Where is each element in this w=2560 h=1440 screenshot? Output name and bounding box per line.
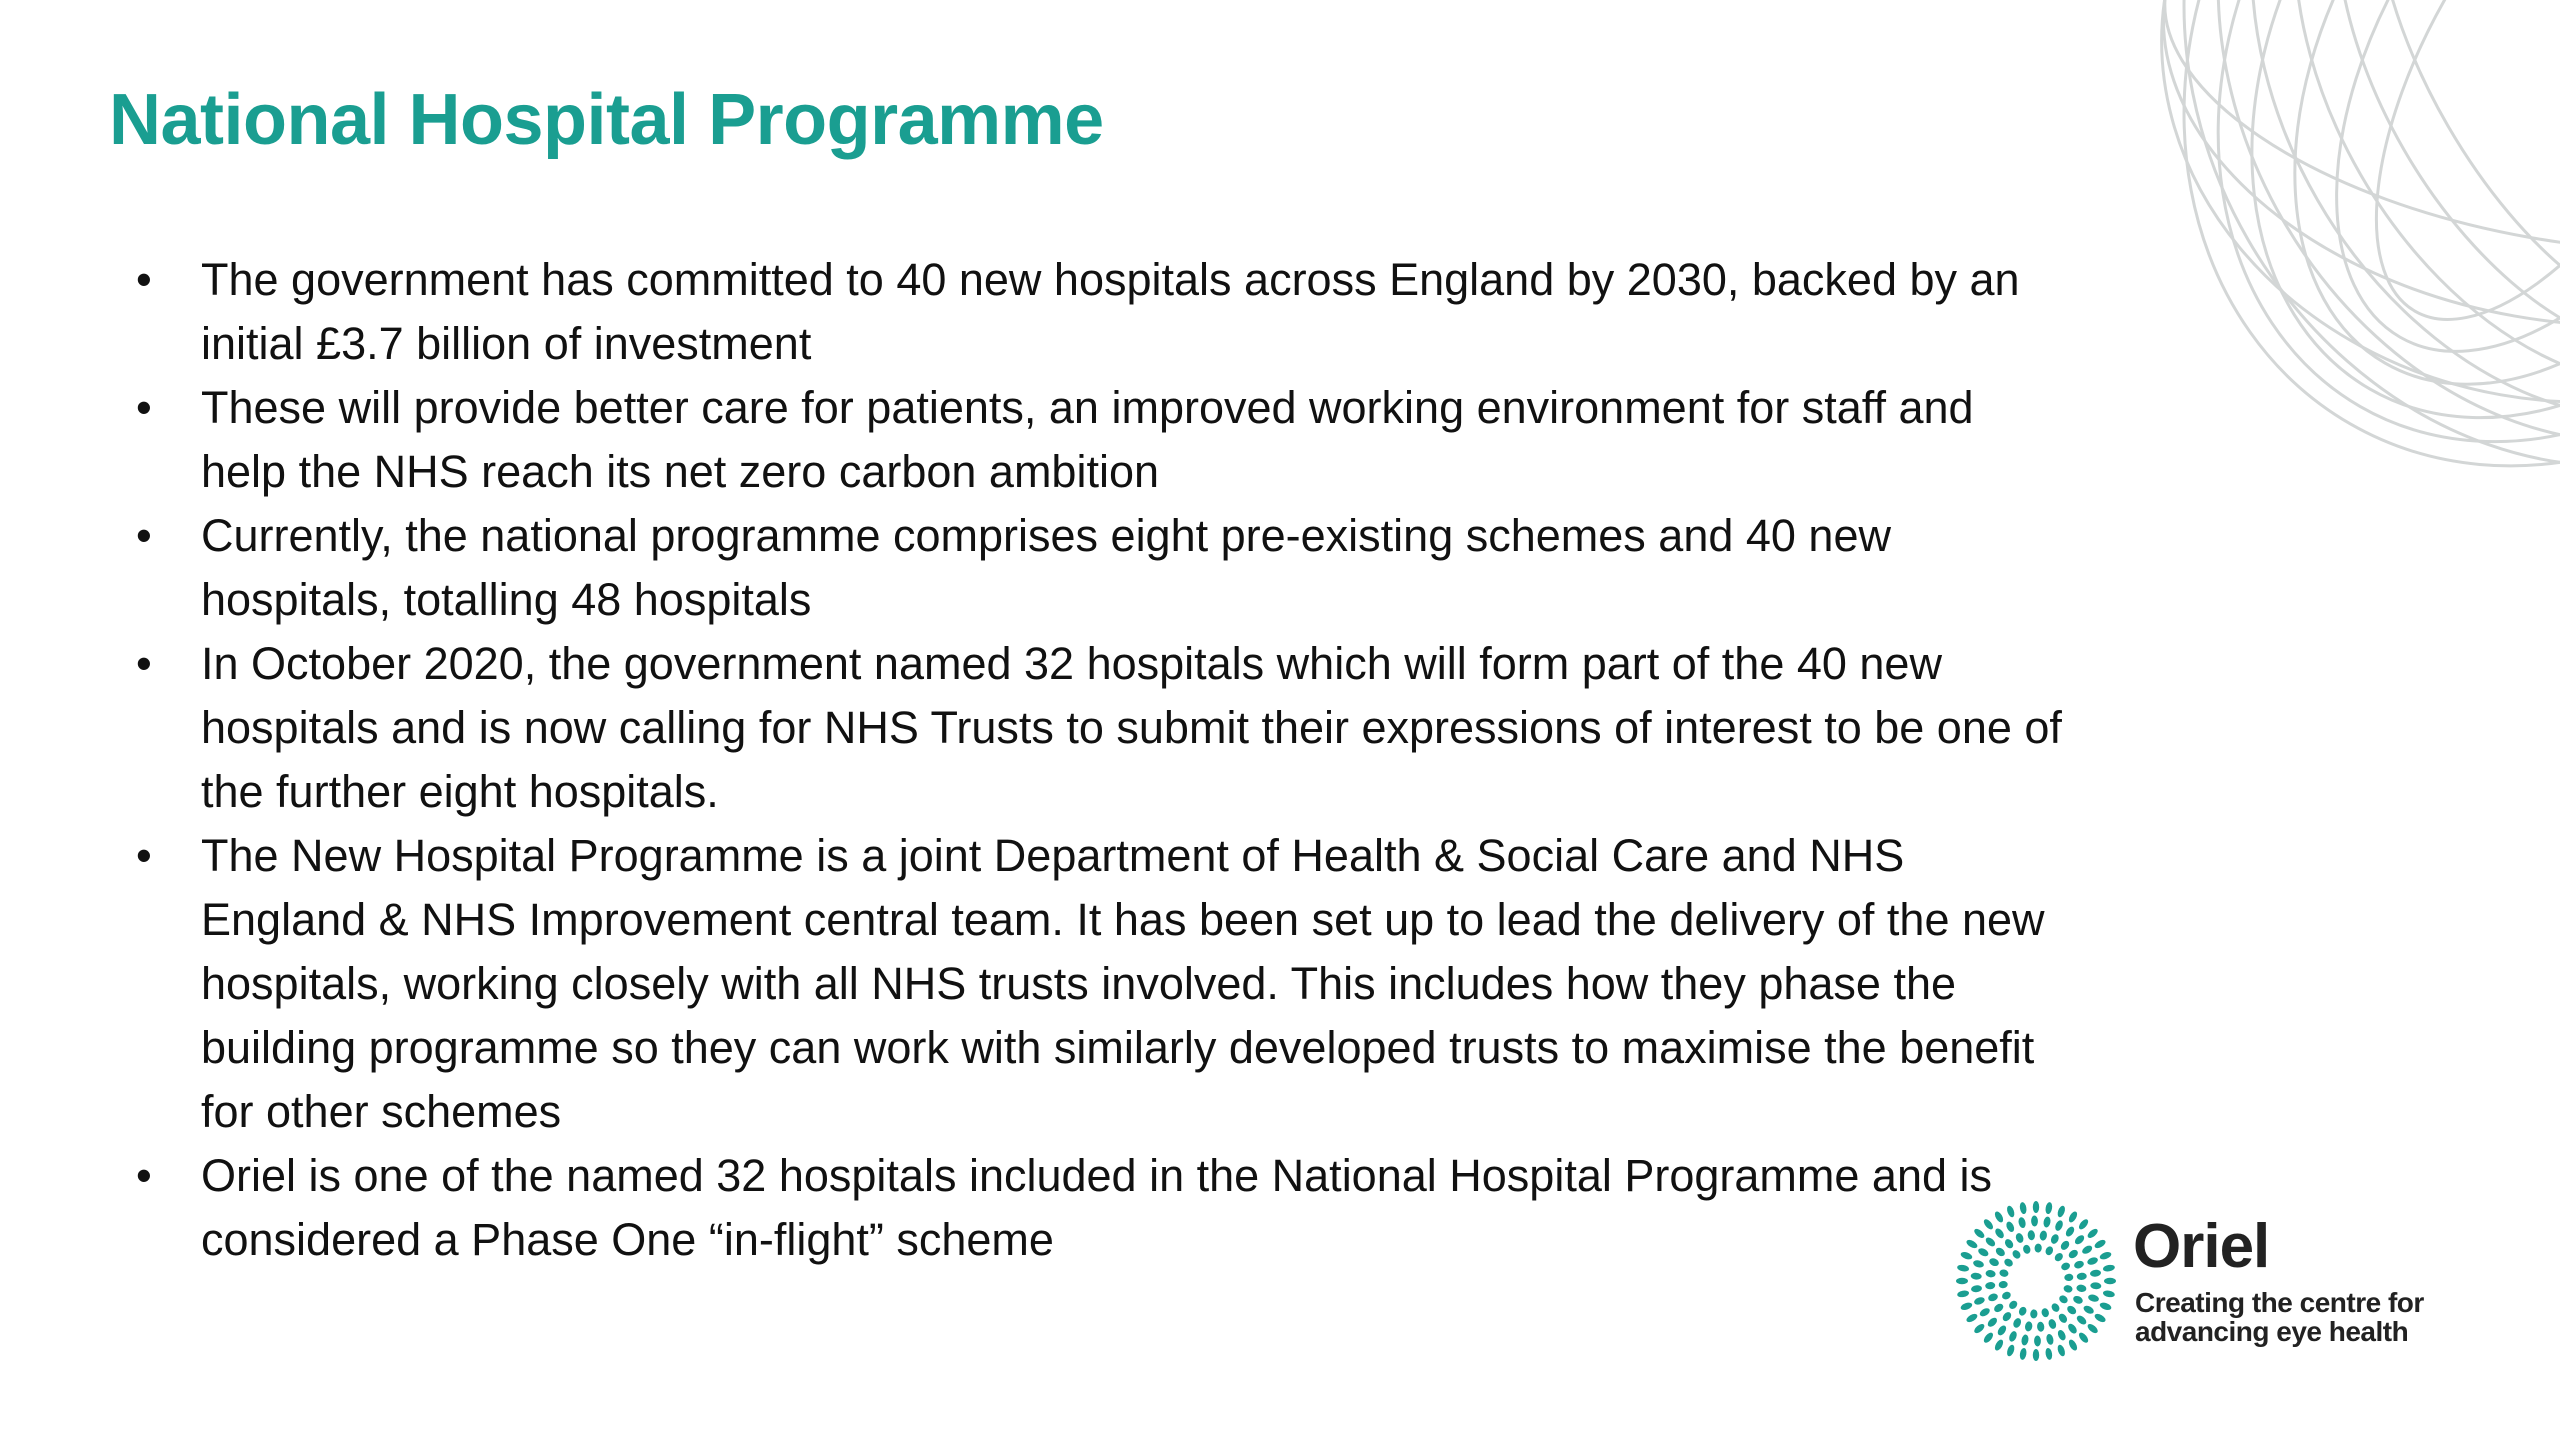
logo-mark-dot [2057,1312,2069,1324]
logo-mark-dot [2045,1333,2054,1345]
bullet-symbol: • [136,254,152,305]
logo-mark-dot [1999,1269,2009,1278]
logo-mark-dot [1988,1257,2000,1268]
logo-mark-dot [2059,1239,2071,1251]
logo-mark-dot [2034,1335,2041,1346]
logo-mark-dot [2064,1273,2074,1281]
bullet-text: The New Hospital Programme is a joint Department of Health & Social Care and NHS England & NHS Improvement central team. It has been set up to lead the delivery of the new hospitals, working closely with all NHS trusts involved. This includes how they phase the building programme so they can work with similarly developed trusts to maximise the benefit for other schemes [201,830,2045,1137]
logo-mark-dot [2086,1227,2099,1240]
logo-mark-dot [2003,1257,2014,1268]
logo-mark-dot [1973,1296,1986,1306]
logo-mark-dot [2003,1238,2015,1250]
radial-dot-eye-logo-icon [1955,1200,2117,1362]
logo-mark-dot [1957,1290,1970,1298]
logo-mark-dot [2017,1217,2026,1229]
logo-mark-dot [2067,1210,2079,1224]
logo-mark-dot [1956,1278,1968,1284]
slide-title: National Hospital Programme [109,80,1104,160]
logo-mark-dot [2073,1259,2085,1269]
bullet-item [136,504,2066,632]
logo-mark-dot [1957,1264,1970,1272]
logo-mark-dot [2054,1219,2065,1232]
logo-mark-dot [2086,1322,2099,1335]
logo-mark-dot [1993,1302,2005,1314]
wireframe-sphere-graphic-icon [2000,0,2560,560]
logo-mark-dot [2027,1230,2035,1241]
logo-mark-dot [1982,1218,1995,1231]
logo-mark-dot [1960,1251,1973,1261]
logo-mark-dot [2090,1282,2102,1290]
logo-mark-dot [1965,1312,1979,1324]
logo-mark-dot [1993,1210,2005,1224]
logo-mark-dot [1987,1292,1999,1302]
logo-mark-dot [2030,1309,2038,1318]
logo-mark-dot [2058,1294,2069,1305]
logo-mark-dot [2044,1245,2054,1256]
oriel-logo [1955,1200,2475,1370]
logo-tagline: Creating the centre for advancing eye health [2135,1287,2424,1347]
logo-mark-dot [1996,1324,2008,1337]
logo-mark-dot [2018,1306,2028,1317]
logo-mark-dot [2037,1321,2045,1332]
logo-mark-dot [2033,1201,2039,1213]
logo-mark-dot [1971,1285,1983,1293]
logo-mark-dot [2024,1321,2033,1332]
logo-mark-dot [2072,1294,2084,1305]
logo-mark-dot [1994,1246,2006,1258]
logo-mark-dot [2001,1311,2013,1323]
logo-mark-dot [2099,1251,2112,1261]
bullet-symbol: • [136,1150,152,1201]
logo-mark-dot [2082,1304,2095,1315]
logo-mark-dot [2099,1301,2112,1311]
logo-mark-dot [2012,1317,2023,1329]
logo-mark-dot [2093,1238,2107,1250]
logo-mark-dot [1985,1269,1996,1278]
logo-mark-dot [2039,1230,2048,1241]
logo-mark-dot [2034,1243,2042,1252]
logo-mark-dot [1993,1338,2005,1352]
logo-mark-dot [1977,1247,1990,1258]
bullet-symbol: • [136,638,152,689]
logo-mark-dot [2056,1344,2066,1357]
bullet-text: Currently, the national programme comprises eight pre-existing schemes and 40 new hospitals, totalling 48 hospitals [201,510,1891,625]
logo-mark-dot [2067,1338,2079,1352]
logo-mark-dot [2041,1307,2050,1318]
logo-mark-dot [2049,1233,2060,1245]
bullet-text: In October 2020, the government named 32 hospitals which will form part of the 40 new hospitals and is now calling for NHS Trusts to submit their expressions of interest to be one of the further eight hospitals. [201,638,2062,817]
logo-mark-dot [2076,1272,2087,1280]
logo-mark-dot [2077,1218,2090,1231]
bullet-item [136,632,2066,824]
logo-mark-dot [2063,1284,2073,1293]
logo-mark-dot [1972,1259,1984,1269]
logo-mark-dot [1973,1227,1986,1240]
bullet-text: These will provide better care for patients, an improved working environment for staff and help the NHS reach its net zero carbon ambition [201,382,1974,497]
bullet-item [136,1144,2066,1272]
logo-mark-dot [2067,1248,2079,1260]
logo-mark-dot [1986,1316,1999,1328]
logo-mark-dot [2033,1349,2039,1361]
bullet-item [136,376,2066,504]
logo-mark-dot [2073,1234,2086,1246]
logo-mark-dot [2045,1347,2053,1360]
logo-mark-dot [2056,1205,2066,1218]
logo-mark-dot [2006,1205,2016,1218]
logo-mark-dot [2006,1344,2016,1357]
bullet-text: Oriel is one of the named 32 hospitals included in the National Hospital Programme and is considered a Phase One “in-flight” scheme [201,1150,1992,1265]
logo-mark-dot [2081,1244,2094,1256]
logo-mark-dot [2008,1330,2019,1343]
logo-mark-dot [2021,1334,2030,1346]
bullet-text: The government has committed to 40 new hospitals across England by 2030, backed by an initial £3.7 billion of investment [201,254,2020,369]
logo-mark-dot [2087,1293,2099,1303]
logo-mark-dot [1998,1281,2008,1289]
bullet-list [136,248,2066,1272]
logo-mark-dot [2102,1290,2115,1298]
logo-mark-dot [1978,1307,1991,1319]
logo-mark-dot [2022,1244,2031,1255]
logo-mark-dot [1982,1331,1995,1344]
logo-mark-dot [2031,1215,2038,1226]
logo-mark-dot [1965,1238,1979,1250]
logo-mark-dot [2102,1264,2115,1272]
logo-mark-dot [2011,1249,2022,1261]
logo-mark-dot [2047,1318,2057,1330]
logo-mark-dot [2104,1278,2116,1284]
bullet-symbol: • [136,510,152,561]
logo-mark-dot [2077,1331,2090,1344]
logo-mark-dot [2093,1312,2107,1324]
logo-mark-dot [1960,1301,1973,1311]
logo-mark-dot [2050,1302,2061,1314]
logo-mark-dot [2019,1347,2027,1360]
logo-mark-dot [1973,1322,1986,1335]
logo-mark-dot [2007,1299,2018,1310]
bullet-item [136,824,2066,1144]
logo-mark-dot [2043,1216,2052,1228]
logo-name: Oriel [2133,1212,2270,1281]
logo-mark-dot [2066,1304,2078,1316]
logo-mark-dot [1970,1272,1982,1280]
logo-mark-dot [2090,1269,2102,1277]
logo-mark-dot [2005,1220,2016,1233]
logo-mark-dot [2045,1202,2053,1215]
bullet-symbol: • [136,382,152,433]
logo-mark-dot [2076,1284,2087,1293]
logo-mark-dot [2066,1322,2078,1335]
logo-mark-dot [2060,1261,2071,1271]
logo-mark-dot [2001,1290,2012,1300]
logo-mark-dot [2086,1256,2099,1266]
logo-mark-dot [2056,1329,2067,1342]
bullet-item [136,248,2066,376]
logo-mark-dot [1985,1282,1996,1290]
logo-mark-dot [2075,1314,2088,1326]
logo-mark-dot [2019,1202,2027,1215]
logo-mark-dot [1993,1227,2005,1240]
logo-mark-dot [2053,1251,2064,1262]
logo-mark-dot [1984,1236,1997,1248]
logo-mark-dot [2064,1225,2076,1238]
bullet-symbol: • [136,830,152,881]
logo-mark-dot [2014,1232,2024,1244]
